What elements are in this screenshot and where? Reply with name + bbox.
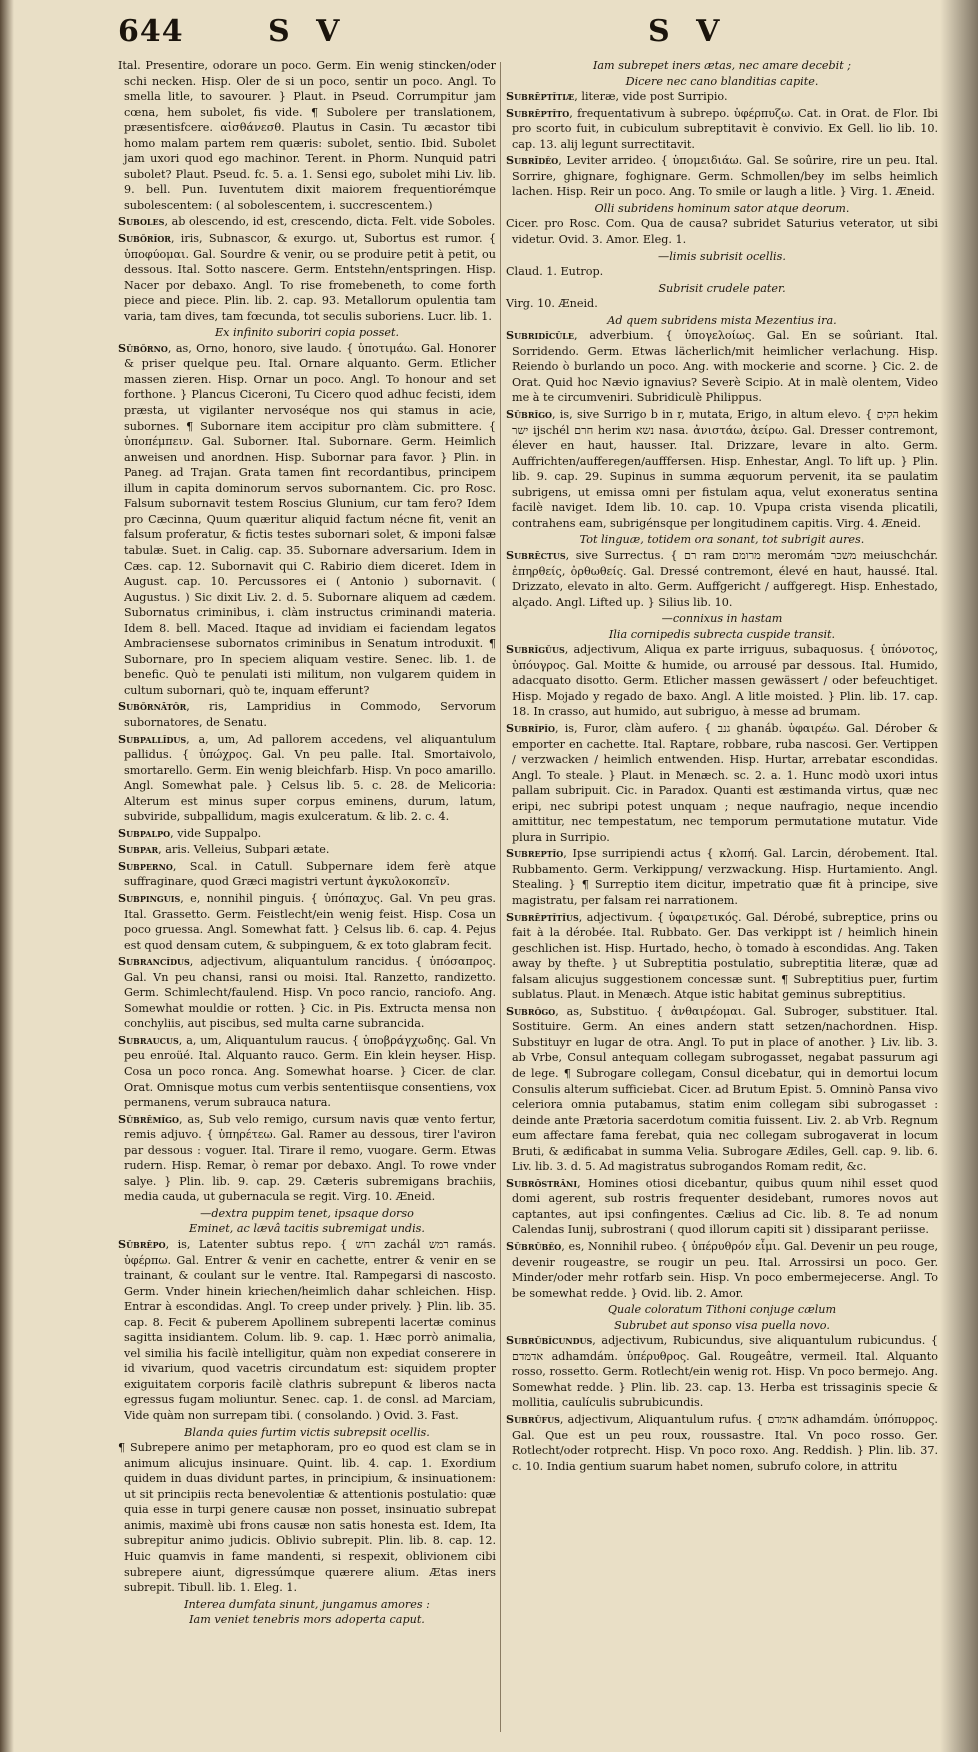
entry-headword: Subrĭgŭus: [506, 642, 565, 657]
entry-definition: Ipse surripiendi actus { κλοπή. Gal. Larcin, dérobement. Ital. Rubbamento. Germ. Verkippung/ verzwackung. Hisp. Hurtamiento. Angl. Stealing. } ¶ Surreptio item dicitur, impetratio quæ fit à principe, sive magistratu, per falsam rei narrationem.: [512, 847, 938, 907]
entry-definition: as, Sub velo remigo, cursum navis quæ vento fertur, remis adjuvo. { ὑπηρέτεω. Gal. Ramer au dessous, tirer l'aviron par dessous : voguer. Ital. Tirare il remo, vuogare. Germ. Etwas rudern. Hisp. Remar, ò remar por debaxo. Angl. To rowe vnder salye. } Plin. lib. 9. cap. 29. Cæteris subremigans brachiis, media cauda, ut gubernacula se regit. Virg. 10. Æneid.: [124, 1112, 496, 1204]
dictionary-entry: [118, 58, 496, 213]
dictionary-entry: Subrēptĭto, frequentativum à subrepo. ὑφέρπυζω. Cat. in Orat. de Flor. Ibi pro scorto fuit, in cubiculum subreptitavit è convivio. Ex Gell. lio lib. 10. cap. 13. alij legunt surrectitavit.: [506, 105, 938, 151]
entry-headword: Sŭbrēmĭgo: [118, 1111, 179, 1126]
page-gutter-shadow: [940, 0, 978, 1752]
entry-headword: Subrīdĕo: [506, 153, 559, 168]
entry-definition: e, nonnihil pinguis. { ὑπόπαχυς. Gal. Vn peu gras. Ital. Grassetto. Germ. Feistlecht/ein wenig feist. Hisp. Cosa un poco gruessa. Angl. Somewhat fatt. } Celsus lib. 6. cap. 4. Pejus est quod densam cutem, & subpinguem, & ex toto glabram fecit.: [124, 891, 496, 952]
dictionary-entry: Subrēptĭtiæ, literæ, vide post Surripio.: [506, 89, 728, 104]
verse-quote: Ilia cornipedis subrecta cuspide transit.: [608, 627, 836, 641]
entry-definition: Homines otiosi dicebantur, quibus quum nihil esset quod domi agerent, sub rostris frequenter desidebant, rumores novos aut captantes, aut ipsi confingentes. Cælius ad Cic. lib. 8. Te ad nonum Calendas Iunij, subrostrani ( quod illorum capiti sit ) dissiparant periisse.: [512, 1176, 938, 1237]
entry-definition: Ital. Presentire, odorare un poco. Germ. Ein wenig stincken/oder schi necken. Hisp. Oler de si un poco, sentir un poco. Angl. To smella litle, to savourer. } Plaut. in Pseud. Corrumpitur jam cœna, hem subolet, fis vide. ¶ Subolere per translationem, præsentisfcere. αἰσθάνεσθ. Plautus in Casin. Tu æcastor tibi homo malam partem rem quæris: subolet, sentio. Ibid. Subolet jam uxori quod ego machinor. Terent. in Phorm. Nunquid patri subolet? Plaut. Pseud. fc. 5. a. 1. Sensi ego, subolet mihi Liv. lib. 9. bell. Pun. Iuventutem dixit maiorem frequentiorémque subolescentem: ( al sobolescentem, i. succrescentem.): [118, 59, 496, 212]
entry-headword: Subridĭcŭle: [506, 328, 574, 343]
entry-definition: Scal. in Catull. Subpernare idem ferè atque suffraginare, quod Græci magistri vertunt ἀγκυλοκοπεῖν.: [124, 859, 496, 889]
entry-definition: adjectivum, aliquantulum rancidus. { ὑπόσαπρος. Gal. Vn peu chansi, ransi ou moisi. Ital. Ranzetto, randizetto. Germ. Schimlecht/faulend. Hisp. Vn poco rancio, ranciofo. Ang. Somewhat mouldie or rotten. } Cic. in Pis. Extructa mensa non conchyliis, aut piscibus, sed multa carne subrancida.: [124, 955, 496, 1031]
running-head-left: S V: [268, 14, 348, 49]
dictionary-entry: Subrōstrāni, Homines otiosi dicebantur, quibus quum nihil esset quod domi agerent, sub rostris frequenter desidebant, rumores novos aut captantes, aut ipsi confingentes. Cælius ad Cic. lib. 8. Te ad nonum Calendas Iunij, subrostrani ( quod illorum capiti sit ) dissiparant periisse.: [506, 1175, 938, 1237]
entry-definition: vide Suppalpo.: [177, 826, 262, 840]
dictionary-entry: Subpar, aris. Velleius, Subpari ætate.: [118, 842, 330, 857]
dictionary-entry: Sŭbrēpo, is, Latenter subtus repo. { רחש zachál רמש ramás. ὑφέρπω. Gal. Entrer & venir en cachette, entrer & venir en se trainant, & coulant sur le ventre. Ital. Rampegarsi di nascosto. Germ. Vnder hinein kriechen/heimlich dahar schleichen. Hisp. Entrar à escondidas. Angl. To creep under prively. } Plin. lib. 35. cap. 8. Fecit & puberem Apollinem subrepenti lacertæ cominus sagitta insidiantem. Colum. lib. 9. cap. 1. Hæc porrò animalia, vel similia his facilè intelligitur, quàm non expediat conserere in id vivarium, quod vacetris circundatum est: siquidem propter exiguitatem corporis facilè clathris subrepunt & liberos nacta egressus fugam moliuntur. Senec. cap. 1. de consl. ad Marciam, Vide quàm non surrepam tibi. ( consolando. ) Ovid. 3. Fast.: [118, 1237, 496, 1423]
entry-definition: Cicer. pro Rosc. Com. Qua de causa? subridet Saturius veterator, ut sibi videtur. Ovid. 3. Amor. Eleg. 1.: [506, 217, 938, 247]
dictionary-entry: Subpallĭdus, a, um, Ad pallorem accedens, vel aliquantulum pallidus. { ὑπώχρος. Gal. Vn peu palle. Ital. Smortaivolo, smortarello. Germ. Ein wenig bleichfarb. Hisp. Vn poco amarillo. Angl. Somewhat pale. } Celsus lib. 5. c. 28. de Melicoria: Alterum est minus super corpus eminens, durum, latum, subviride, subpallidum, magis exulceratum. & lib. 2. c. 4.: [118, 731, 496, 824]
entry-headword: Subrŭbĭcundus: [506, 1333, 593, 1348]
entry-definition: Virg. 10. Æneid.: [506, 297, 598, 311]
entry-definition: sive Surrectus. { רם ram מרומם meromám משכר meiuschchár. ἐπηρθείς, ὀρθωθείς. Gal. Dressé contremont, élevé en haut, haussé. Ital. Drizzato, elevato in alto. Germ. Auffgericht / auffgeregt. Hisp. Enhestado, alçado. Angl. Lifted up. } Silius lib. 10.: [512, 548, 938, 609]
column-divider: [500, 62, 501, 1732]
page-number: 644: [118, 14, 184, 49]
entry-definition: is, Latenter subtus repo. { רחש zachál רמש ramás. ὑφέρπω. Gal. Entrer & venir en cachette, entrer & venir en se trainant, & coulant sur le ventre. Ital. Rampegarsi di nascosto. Germ. Vnder hinein kriechen/heimlich dahar schleichen. Hisp. Entrar à escondidas. Angl. To creep under prively. } Plin. lib. 35. cap. 8. Fecit & puberem Apollinem subrepenti lacertæ cominus sagitta insidiantem. Colum. lib. 9. cap. 1. Hæc porrò animalia, vel similia his facilè intelligitur, quàm non expediat conserere in id vivarium, quod vacetris circundatum est: siquidem propter exiguitatem corporis facilè clathris subrepunt & liberos nacta egressus fugam moliuntur. Senec. cap. 1. de consl. ad Marciam, Vide quàm non surrepam tibi. ( consolando. ) Ovid. 3. Fast.: [124, 1238, 496, 1423]
verse-quote: Ad quem subridens mista Mezentius ira.: [607, 313, 837, 327]
entry-headword: Suboles: [118, 214, 165, 229]
dictionary-entry: Subridĭcŭle, adverbium. { ὑπογελοίως. Gal. En se soûriant. Ital. Sorridendo. Germ. Etwas lächerlich/mit heimlicher verlachung. Hisp. Reiendo ò burlando un poco. Ang. with mockerie and scorne. } Cic. 2. de Orat. Quid hoc Nævio ignavius? Severè Scipio. At in malè olentem, Video me à te circumveniri. Subridiculè Philippus.: [506, 328, 938, 405]
dictionary-entry: [506, 216, 938, 247]
entry-headword: Subraucus: [118, 1032, 179, 1047]
entry-definition: a, um, Aliquantulum raucus. { ὑποβράγχωδης. Gal. Vn peu enroüé. Ital. Alquanto rauco. Germ. Ein klein heyser. Hisp. Cosa un poco ronca. Ang. Somewhat hoarse. } Cicer. de clar. Orat. Omnisque motus cum verbis sententiisque consentiens, vox permanens, verum subrauca natura.: [124, 1033, 496, 1110]
dictionary-entry: Suboles, ab olescendo, id est, crescendo, dicta. Felt. vide Soboles.: [118, 214, 496, 229]
entry-headword: Subrōstrāni: [506, 1175, 578, 1190]
left-column: [118, 58, 496, 1628]
entry-headword: Subpallĭdus: [118, 731, 187, 746]
dictionary-entry: Sŭbrēmĭgo, as, Sub velo remigo, cursum navis quæ vento fertur, remis adjuvo. { ὑπηρέτεω. Gal. Ramer au dessous, tirer l'aviron par dessous : voguer. Ital. Tirare il remo, vuogare. Germ. Etwas rudern. Hisp. Remar, ò remar por debaxo. Angl. To rowe vnder salye. } Plin. lib. 9. cap. 29. Cæteris subremigans brachiis, media cauda, ut gubernacula se regit. Virg. 10. Æneid.: [118, 1111, 496, 1204]
verse-quote: Tot linguæ, totidem ora sonant, tot subrigit aures.: [579, 533, 865, 547]
entry-definition: adjectivum, Aliquantulum rufus. { אדמדם adhamdám. ὑπόπυρρος. Gal. Que est un peu roux, roussastre. Ital. Vn poco rosso. Ger. Rotlecht/oder rotprecht. Hisp. Vn poco roxo. Ang. Reddish. } Plin. lib. 37. c. 10. India gentium suarum habet nomen, subrufo colore, in attritu: [512, 1413, 938, 1473]
running-head-right: S V: [648, 14, 728, 49]
dictionary-entry: Subreptĭo, Ipse surripiendi actus { κλοπή. Gal. Larcin, dérobement. Ital. Rubbamento. Germ. Verkippung/ verzwackung. Hisp. Hurtamiento. Angl. Stealing. } ¶ Surreptio item dicitur, impetratio quæ fit à principe, sive magistratu, per falsam rei narrationem.: [506, 846, 938, 907]
verse-quote: Olli subridens hominum sator atque deorum.: [594, 201, 850, 215]
dictionary-entry: Subrŭbĭcundus, adjectivum, Rubicundus, sive aliquantulum rubicundus. { אדמדם adhamdám. ὑπέρυθρος. Gal. Rougeâtre, vermeil. Ital. Alquanto rosso, rossetto. Germ. Rotlecht/ein wenig rot. Hisp. Vn poco bermejo. Ang. Somewhat redde. } Plin. lib. 23. cap. 13. Herba est trissaginis specie & mollitia, caulículis subrubicundis.: [506, 1333, 938, 1410]
binding-edge: [0, 0, 14, 1752]
entry-headword: Subreptĭo: [506, 846, 564, 861]
right-column: [506, 58, 938, 1475]
entry-definition: Claud. 1. Eutrop.: [506, 265, 604, 279]
entry-definition: is, Furor, clàm aufero. { גנב ghanáb. ὑφαιρέω. Gal. Dérober & emporter en cachette. Ital. Raptare, robbare, ruba nascosi. Ger. Vertippen / verzwacken / heimlich entwenden. Hisp. Hurtar, arrebatar escondidas. Angl. To steale. } Plaut. in Menæch. sc. 2. a. 1. Hunc modò uxori intus pallam subripuit. Cic. in Paradox. Quanti est æstimanda virtus, quæ nec eripi, nec subripi potest unquam ; neque naufragio, neque incendio amittitur, nec tempestatum, nec temporum permutatione mutatur. Vide plura in Surripio.: [512, 721, 938, 844]
entry-definition: iris, Subnascor, & exurgo. ut, Subortus est rumor. { ὑποφύομαι. Gal. Sourdre & venir, ou se produire petit à petit, ou dessous. Ital. Sotto nascere. Germ. Entstehn/entspringen. Hisp. Nacer por debaxo. Angl. To rise fromebeneth, to come forth piece and piece. Plin. lib. 2. cap. 93. Metallorum opulentia tam varia, tam dives, tam fœcunda, tot seculis suboriens. Lucr. lib. 1.: [124, 232, 496, 323]
entry-headword: Subrancĭdus: [118, 954, 190, 969]
verse-quote: Blanda quies furtim victis subrepsit ocellis.: [184, 1425, 430, 1439]
verse-quote: Dicere nec cano blanditias capite.: [625, 74, 819, 88]
dictionary-entry: Subrēctus, sive Surrectus. { רם ram מרומם meromám משכר meiuschchár. ἐπηρθείς, ὀρθωθείς. Gal. Dressé contremont, élevé en haut, haussé. Ital. Drizzato, elevato in alto. Germ. Auffgericht / auffgeregt. Hisp. Enhestado, alçado. Angl. Lifted up. } Silius lib. 10.: [506, 547, 938, 609]
entry-definition: a, um, Ad pallorem accedens, vel aliquantulum pallidus. { ὑπώχρος. Gal. Vn peu palle. Ital. Smortaivolo, smortarello. Germ. Ein wenig bleichfarb. Hisp. Vn poco amarillo. Angl. Somewhat pale. } Celsus lib. 5. c. 28. de Melicoria: Alterum est minus super corpus eminens, durum, latum, subviride, subpallidum, magis exulceratum. & lib. 2. c. 4.: [124, 732, 496, 824]
entry-headword: Subpar: [118, 842, 159, 857]
dictionary-entry: Subrīdĕo, Leviter arrideo. { ὑπομειδιάω. Gal. Se soûrire, rire un peu. Ital. Sorrire, ghignare, foghignare. Germ. Schmollen/bey im selbs heimlich lachen. Hisp. Reir un poco. Ang. To smile or laugh a litle. } Virg. 1. Æneid.: [506, 153, 938, 199]
verse-quote: —limis subrisit ocellis.: [658, 249, 786, 263]
entry-headword: Subpinguis: [118, 890, 181, 905]
entry-definition: aris. Velleius, Subpari ætate.: [165, 843, 330, 857]
entry-definition: Leviter arrideo. { ὑπομειδιάω. Gal. Se soûrire, rire un peu. Ital. Sorrire, ghignare, foghignare. Germ. Schmollen/bey im selbs heimlich lachen. Hisp. Reir un poco. Ang. To smile or laugh a litle. } Virg. 1. Æneid.: [512, 154, 938, 199]
dictionary-entry: Sŭbrŭbĕo, es, Nonnihil rubeo. { ὑπέρυθρόν εἶμι. Gal. Devenir un peu rouge, devenir rougeastre, se rougir un peu. Ital. Arrossirsi un poco. Ger. Minder/oder mehr rotfarb sein. Hisp. Vn poco embermejecerse. Angl. To be somewhat redde. } Ovid. lib. 2. Amor.: [506, 1239, 938, 1300]
entry-headword: Subŏrnātŏr: [118, 699, 187, 714]
entry-headword: Subperno: [118, 858, 173, 873]
verse-quote: —dextra puppim tenet, ipsaque dorso: [200, 1206, 414, 1220]
entry-definition: adjectivum. { ὑφαιρετικός. Gal. Dérobé, subreptice, prins ou fait à la dérobée. Ital. Rubbato. Ger. Das verkippt ist / heimlich hinein geschlichen ist. Hisp. Hurtado, hecho, ò tomado à escondidas. Ang. Taken away by thefte. } ut Subreptitia postulatio, subreptitia literæ, quæ ad falsam alicujus suggestionem concessæ sunt. ¶ Subreptitius puer, furtim sublatus. Plaut. in Menæch. Atque istic habitat geminus subreptitius.: [512, 910, 938, 1002]
dictionary-entry: Subraucus, a, um, Aliquantulum raucus. { ὑποβράγχωδης. Gal. Vn peu enroüé. Ital. Alquanto rauco. Germ. Ein klein heyser. Hisp. Cosa un poco ronca. Ang. Somewhat hoarse. } Cicer. de clar. Orat. Omnisque motus cum verbis sententiisque consentiens, vox permanens, verum subrauca natura.: [118, 1032, 496, 1110]
verse-quote: —connixus in hastam: [661, 612, 783, 626]
dictionary-entry: Subrŏgo, as, Substituo. { ἀνθαιρέομαι. Gal. Subroger, substituer. Ital. Sostituire. Germ. An eines andern statt setzen/nachordnen. Hisp. Substituyr en lugar de otra. Angl. To put in place of another. } Liv. lib. 3. ab Vrbe, Consul antequam collegam subrogasset, negabat passurum agi de lege. ¶ Subrogare collegam, Consul dicebatur, qui in demortui locum Consulis alterum sufficiebat. Cicer. ad Brutum Epist. 5. Omninò Pansa vivo celeriora omnia putabamus, statim enim collegam sibi subrogasset : deinde ante Prætoria sacerdotum comitia fuissent. Liv. 2. ab Vrb. Regnum eum affectare fama ferebat, quia nec collegam subrogaverat in locum Bruti, & ædificabat in summa Velia. Subrogare Ædiles, Gell. cap. 9. lib. 6. Liv. lib. 3. d. 5. Ad magistratus subrogandos Romam redit, &c.: [506, 1003, 938, 1174]
entry-headword: Subrēptĭto: [506, 105, 570, 120]
dictionary-entry: Subŏrĭor, iris, Subnascor, & exurgo. ut, Subortus est rumor. { ὑποφύομαι. Gal. Sourdre & venir, ou se produire petit à petit, ou dessous. Ital. Sotto nascere. Germ. Entstehn/entspringen. Hisp. Nacer por debaxo. Angl. To rise fromebeneth, to come forth piece and piece. Plin. lib. 2. cap. 93. Metallorum opulentia tam varia, tam dives, tam fœcunda, tot seculis suboriens. Lucr. lib. 1.: [118, 231, 496, 323]
entry-headword: Sŭbrŭbĕo: [506, 1239, 562, 1254]
entry-headword: Sŭbrĭgo: [506, 407, 553, 422]
dictionary-entry: Sŭbrĭgo, is, sive Surrigo b in r, mutata, Erigo, in altum elevo. { הקים hekim ישר ijschél חרם herim נשא nasa. ἀνιστάω, ἀείρω. Gal. Dresser contremont, élever en haut, hausser. Ital. Drizzare, levare in alto. Germ. Auffrichten/aufferegen/aufffersen. Hisp. Enhestar, Angl. To lift up. } Plin. lib. 9. cap. 29. Supinus in summa æquorum pervenit, ita se paulatim subrigens, ut emissa omni per fistulam aqua, velut exoneratus sentina facilè naviget. Idem lib. 10. cap. 10. Vpupa crista visenda plicatili, contrahens eam, subrigénsque per longitudinem capitis. Virg. 4. Æneid.: [506, 407, 938, 530]
entry-headword: Subpalpo: [118, 825, 171, 840]
entry-definition: frequentativum à subrepo. ὑφέρπυζω. Cat. in Orat. de Flor. Ibi pro scorto fuit, in cubiculum subreptitavit è convivio. Ex Gell. lio lib. 10. cap. 13. alij legunt surrectitavit.: [512, 106, 938, 151]
entry-headword: Subrēctus: [506, 547, 566, 562]
dictionary-entry: [506, 264, 938, 280]
entry-definition: as, Substituo. { ἀνθαιρέομαι. Gal. Subroger, substituer. Ital. Sostituire. Germ. An eines andern statt setzen/nachordnen. Hisp. Substituyr en lugar de otra. Angl. To put in place of another. } Liv. lib. 3. ab Vrbe, Consul antequam collegam subrogasset, negabat passurum agi de lege. ¶ Subrogare collegam, Consul dicebatur, qui in demortui locum Consulis alterum sufficiebat. Cicer. ad Brutum Epist. 5. Omninò Pansa vivo celeriora omnia putabamus, statim enim collegam sibi subrogasset : deinde ante Prætoria sacerdotum comitia fuissent. Liv. 2. ab Vrb. Regnum eum affectare fama ferebat, quia nec collegam subrogaverat in locum Bruti, & ædificabat in summa Velia. Subrogare Ædiles, Gell. cap. 9. lib. 6. Liv. lib. 3. d. 5. Ad magistratus subrogandos Romam redit, &c.: [512, 1004, 938, 1174]
verse-quote: Iam subrepet iners ætas, nec amare decebit ;: [592, 59, 852, 72]
entry-headword: Subrĭpĭo: [506, 720, 555, 735]
verse-quote: Interea dumfata sinunt, jungamus amores :: [184, 1597, 430, 1611]
entry-definition: adjectivum, Rubicundus, sive aliquantulum rubicundus. { אדמדם adhamdám. ὑπέρυθρος. Gal. Rougeâtre, vermeil. Ital. Alquanto rosso, rossetto. Germ. Rotlecht/ein wenig rot. Hisp. Vn poco bermejo. Ang. Somewhat redde. } Plin. lib. 23. cap. 13. Herba est trissaginis specie & mollitia, caulículis subrubicundis.: [512, 1334, 938, 1410]
entry-definition: ris, Lampridius in Commodo, Servorum subornatores, de Senatu.: [124, 700, 496, 729]
entry-headword: Subrēptĭtĭus: [506, 909, 579, 924]
verse-quote: Iam veniet tenebris mors adoperta caput.: [189, 1613, 425, 1627]
dictionary-entry: Subrancĭdus, adjectivum, aliquantulum rancidus. { ὑπόσαπρος. Gal. Vn peu chansi, ransi ou moisi. Ital. Ranzetto, randizetto. Germ. Schimlecht/faulend. Hisp. Vn poco rancio, ranciofo. Ang. Somewhat mouldie or rotten. } Cic. in Pis. Extructa mensa non conchyliis, aut piscibus, sed multa carne subrancida.: [118, 954, 496, 1031]
entry-definition: ab olescendo, id est, crescendo, dicta. Felt. vide Soboles.: [171, 215, 496, 229]
entry-definition: adjectivum, Aliqua ex parte irriguus, subaquosus. { ὑπόνοτος, ὑπόυγρος. Gal. Moitte & humide, ou arrousé par dessous. Ital. Humido, adacquato disotto. Germ. Etlicher massen gewässert / oder befeuchtiget. Hisp. Mojado y regado de baxo. Angl. A litle moisted. } Plin. lib. 17. cap. 18. In crasso, aut humido, aut subriguo, à messe ad brumam.: [512, 643, 938, 719]
dictionary-entry: Subrĭpĭo, is, Furor, clàm aufero. { גנב ghanáb. ὑφαιρέω. Gal. Dérober & emporter en cachette. Ital. Raptare, robbare, ruba nascosi. Ger. Vertippen / verzwacken / heimlich entwenden. Hisp. Hurtar, arrebatar escondidas. Angl. To steale. } Plaut. in Menæch. sc. 2. a. 1. Hunc modò uxori intus pallam subripuit. Cic. in Paradox. Quanti est æstimanda virtus, quæ nec eripi, nec subripi potest unquam ; neque naufragio, neque incendio amittitur, nec tempestatum, nec temporum permutatione mutatur. Vide plura in Surripio.: [506, 720, 938, 844]
entry-headword: Subrŏgo: [506, 1003, 556, 1018]
dictionary-entry: Subrĭgŭus, adjectivum, Aliqua ex parte irriguus, subaquosus. { ὑπόνοτος, ὑπόυγρος. Gal. Moitte & humide, ou arrousé par dessous. Ital. Humido, adacquato disotto. Germ. Etlicher massen gewässert / oder befeuchtiget. Hisp. Mojado y regado de baxo. Angl. A litle moisted. } Plin. lib. 17. cap. 18. In crasso, aut humido, aut subriguo, à messe ad brumam.: [506, 642, 938, 719]
dictionary-entry: Subrēptĭtĭus, adjectivum. { ὑφαιρετικός. Gal. Dérobé, subreptice, prins ou fait à la dérobée. Ital. Rubbato. Ger. Das verkippt ist / heimlich hinein geschlichen ist. Hisp. Hurtado, hecho, ò tomado à escondidas. Ang. Taken away by thefte. } ut Subreptitia postulatio, subreptitia literæ, quæ ad falsam alicujus suggestionem concessæ sunt. ¶ Subreptitius puer, furtim sublatus. Plaut. in Menæch. Atque istic habitat geminus subreptitius.: [506, 909, 938, 1002]
dictionary-entry: [118, 1440, 496, 1595]
verse-quote: Eminet, ac lævâ tacitis subremigat undis.: [189, 1222, 425, 1236]
dictionary-entry: Subperno, Scal. in Catull. Subpernare idem ferè atque suffraginare, quod Græci magistri vertunt ἀγκυλοκοπεῖν.: [118, 858, 496, 889]
page-header: [118, 14, 938, 58]
entry-definition: is, sive Surrigo b in r, mutata, Erigo, in altum elevo. { הקים hekim ישר ijschél חרם herim נשא nasa. ἀνιστάω, ἀείρω. Gal. Dresser contremont, élever en haut, hausser. Ital. Drizzare, levare in alto. Germ. Auffrichten/aufferegen/aufffersen. Hisp. Enhestar, Angl. To lift up. } Plin. lib. 9. cap. 29. Supinus in summa æquorum pervenit, ita se paulatim subrigens, ut emissa omni per fistulam aqua, velut exoneratus sentina facilè naviget. Idem lib. 10. cap. 10. Vpupa crista visenda plicatili, contrahens eam, subrigénsque per longitudinem capitis. Virg. 4. Æneid.: [512, 408, 938, 530]
verse-quote: Subrisit crudele pater.: [658, 281, 786, 295]
entry-definition: es, Nonnihil rubeo. { ὑπέρυθρόν εἶμι. Gal. Devenir un peu rouge, devenir rougeastre, se rougir un peu. Ital. Arrossirsi un poco. Ger. Minder/oder mehr rotfarb sein. Hisp. Vn poco embermejecerse. Angl. To be somewhat redde. } Ovid. lib. 2. Amor.: [512, 1240, 938, 1300]
dictionary-entry: Sŭbŏrno, as, Orno, honoro, sive laudo. { ὑποτιμάω. Gal. Honorer & priser quelque peu. Ital. Ornare alquanto. Germ. Etlicher massen zieren. Hisp. Ornar un poco. Angl. To honour and set forthone. } Plancus Ciceroni, Tu Cicero quod adhuc fecisti, idem præsta, ut vigilanter nervoséque nos qui stamus in acie, subornes. ¶ Subornare item accipitur pro clàm submittere. { ὑποπέμπειν. Gal. Suborner. Ital. Subornare. Germ. Heimlich anweisen und anordnen. Hisp. Subornar para favor. } Plin. in Paneg. ad Trajan. Grata tamen fint recordantibus, principem illum in capita dominorum servos subornantem. Cic. pro Rosc. Falsum subornavit testem Roscius Glunium, cur tam fero? Idem pro Cæcinna, Quum quæritur aliquid factum nécne fit, venit an falsum proferatur, & fictis testes subornari solet, & imponi falsæ tabulæ. Suet. in Calig. cap. 35. Subornare adversarium. Idem in Cæs. cap. 12. Subornavit qui C. Rabirio diem diceret. Idem in August. cap. 10. Percussores ei ( Antonio ) subornavit. ( Augustus. ) Sic dixit Liv. 2. d. 5. Subornare aliquem ad cædem. Subornatus criminibus, i. clàm instructus criminandi materia. Idem 8. bell. Maced. Itaque ad invidiam ei faciendam legatos Ambraciensese subornatos criminibus in Senatum introduxit. ¶ Subornare, pro In speciem aliquam vestire. Senec. lib. 1. de benefic. Quò te penulati isti militum, non vulgarem quidem in cultum subornari, quò te, inquam efferunt?: [118, 340, 496, 697]
verse-quote: Subrubet aut sponso visa puella novo.: [614, 1318, 830, 1332]
dictionary-entry: [506, 296, 938, 312]
dictionary-entry: Subpalpo, vide Suppalpo.: [118, 825, 262, 840]
entry-headword: Sŭbŏrno: [118, 340, 168, 355]
entry-headword: Subrŭfus: [506, 1412, 560, 1427]
verse-quote: Ex infinito suboriri copia posset.: [214, 326, 400, 340]
dictionary-entry: Subpinguis, e, nonnihil pinguis. { ὑπόπαχυς. Gal. Vn peu gras. Ital. Grassetto. Germ. Feistlecht/ein wenig feist. Hisp. Cosa un poco gruessa. Angl. Somewhat fatt. } Celsus lib. 6. cap. 4. Pejus est quod densam cutem, & subpinguem, & ex toto glabram fecit.: [118, 890, 496, 952]
dictionary-entry: Subŏrnātŏr, ris, Lampridius in Commodo, Servorum subornatores, de Senatu.: [118, 699, 496, 729]
verse-quote: Quale coloratum Tithoni conjuge cælum: [607, 1303, 837, 1317]
dictionary-entry: Subrŭfus, adjectivum, Aliquantulum rufus. { אדמדם adhamdám. ὑπόπυρρος. Gal. Que est un peu roux, roussastre. Ital. Vn poco rosso. Ger. Rotlecht/oder rotprecht. Hisp. Vn poco roxo. Ang. Reddish. } Plin. lib. 37. c. 10. India gentium suarum habet nomen, subrufo colore, in attritu: [506, 1412, 938, 1473]
entry-headword: Subŏrĭor: [118, 231, 171, 246]
entry-headword: Sŭbrēpo: [118, 1237, 166, 1252]
entry-definition: adverbium. { ὑπογελοίως. Gal. En se soûriant. Ital. Sorridendo. Germ. Etwas lächerlich/mit heimlicher verlachung. Hisp. Reiendo ò burlando un poco. Ang. with mockerie and scorne. } Cic. 2. de Orat. Quid hoc Nævio ignavius? Severè Scipio. At in malè olentem, Video me à te circumveniri. Subridiculè Philippus.: [512, 329, 938, 405]
entry-headword: Subrēptĭtiæ: [506, 89, 575, 104]
entry-definition: ¶ Subrepere animo per metaphoram, pro eo quod est clam se in animum alicujus insinuare. Quint. lib. 4. cap. 1. Exordium quidem in duas dividunt partes, in principium, & insinuationem: ut sit principiis recta benevolentiæ & attentionis postulatio: quæ quia esse in turpi genere causæ non posset, insinuatio subrepat animis, maximè ubi frons causæ non satis honesta est. Idem, Ita subrepitur animo judicis. Oblivio subrepit. Plin. lib. 8. cap. 12. Huic quamvis in fame mandenti, si respexit, oblivionem cibi subrepere aiunt, digressúmque quærere alium. Ætas iners subrepit. Tibull. lib. 1. Eleg. 1.: [118, 1441, 496, 1595]
entry-definition: as, Orno, honoro, sive laudo. { ὑποτιμάω. Gal. Honorer & priser quelque peu. Ital. Ornare alquanto. Germ. Etlicher massen zieren. Hisp. Ornar un poco. Angl. To honour and set forthone. } Plancus Ciceroni, Tu Cicero quod adhuc fecisti, idem præsta, ut vigilanter nervoséque nos qui stamus in acie, subornes. ¶ Subornare item accipitur pro clàm submittere. { ὑποπέμπειν. Gal. Suborner. Ital. Subornare. Germ. Heimlich anweisen und anordnen. Hisp. Subornar para favor. } Plin. in Paneg. ad Trajan. Grata tamen fint recordantibus, principem illum in capita dominorum servos subornantem. Cic. pro Rosc. Falsum subornavit testem Roscius Glunium, cur tam fero? Idem pro Cæcinna, Quum quæritur aliquid factum nécne fit, venit an falsum proferatur, & fictis testes subornari solet, & imponi falsæ tabulæ. Suet. in Calig. cap. 35. Subornare adversarium. Idem in Cæs. cap. 12. Subornavit qui C. Rabirio diem diceret. Idem in August. cap. 10. Percussores ei ( Antonio ) subornavit. ( Augustus. ) Sic dixit Liv. 2. d. 5. Subornare aliquem ad cædem. Subornatus criminibus, i. clàm instructus criminandi materia. Idem 8. bell. Maced. Itaque ad invidiam ei faciendam legatos Ambraciensese subornatos criminibus in Senatum introduxit. ¶ Subornare, pro In speciem aliquam vestire. Senec. lib. 1. de benefic. Quò te penulati isti militum, non vulgarem quidem in cultum subornari, quò te, inquam efferunt?: [124, 341, 496, 697]
entry-definition: literæ, vide post Surripio.: [581, 90, 728, 104]
